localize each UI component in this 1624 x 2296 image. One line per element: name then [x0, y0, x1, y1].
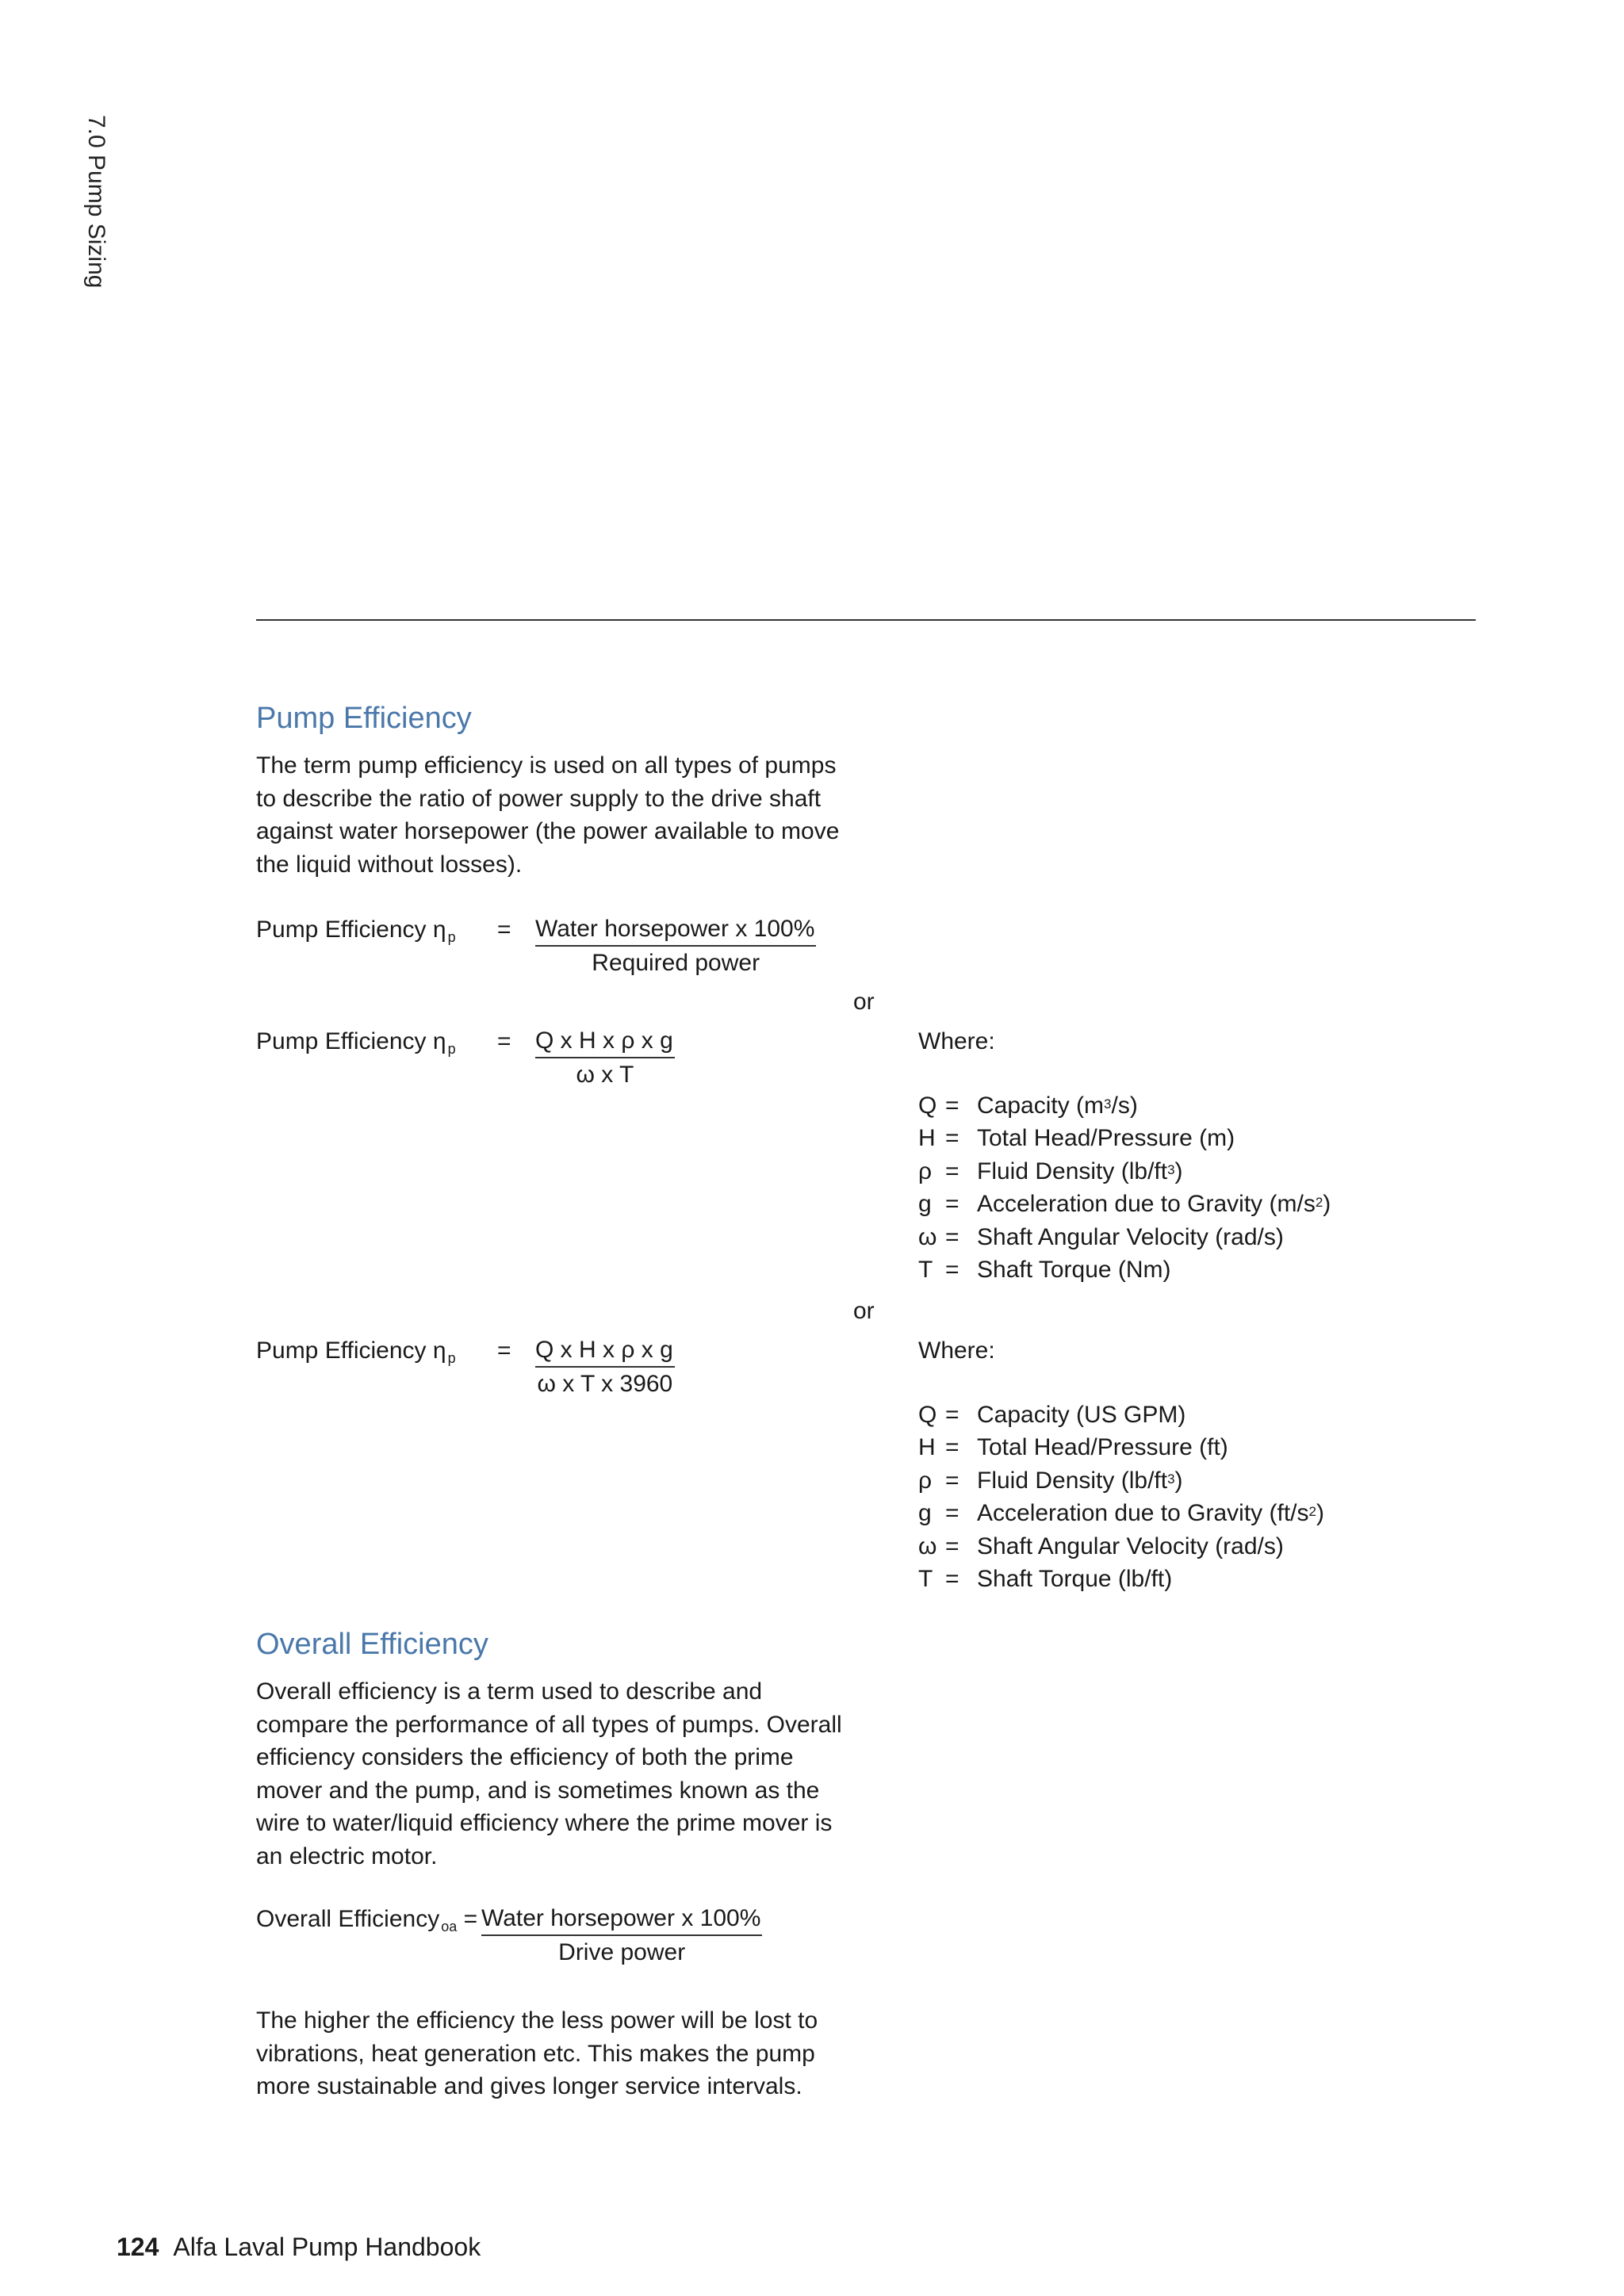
page-number: 124	[117, 2233, 159, 2261]
definition-row: Q = Capacity (US GPM)	[918, 1401, 1186, 1428]
formula2-where: Where:	[918, 1028, 995, 1054]
definition-row: ω = Shaft Angular Velocity (rad/s)	[918, 1533, 1284, 1559]
overall-efficiency-paragraph: Overall efficiency is a term used to describe and compare the performance of all types of pumps. Overall efficiency considers the efficiency of both the prime mover and the pump, and is sometimes known as the wire to water/liquid efficiency where the prime mover is an electric motor.	[256, 1678, 842, 1869]
definition-row: H = Total Head/Pressure (ft)	[918, 1434, 1228, 1461]
formula3-denominator: ω x T x 3960	[537, 1371, 673, 1397]
definition-row: ρ = Fluid Density (lb/ft $^3$ )	[918, 1158, 1183, 1184]
definition-row: H = Total Head/Pressure (m)	[918, 1125, 1235, 1152]
definition-row: T = Shaft Torque (lb/ft)	[918, 1566, 1173, 1593]
overall-formula-fraction	[481, 1904, 762, 1968]
overall-formula-numerator: Water horsepower x 100%	[481, 1904, 762, 1936]
formula2-label: Pump Efficiency η $_p$	[256, 1028, 456, 1057]
page-footer	[117, 2233, 481, 2262]
formula3-fraction	[535, 1335, 675, 1399]
formula1-numerator: Water horsepower x 100%	[535, 914, 816, 947]
formula3-equals: =	[497, 1337, 511, 1364]
overall-efficiency-heading: Overall Efficiency	[256, 1628, 488, 1661]
formula2-definitions	[918, 1089, 1331, 1287]
horizontal-rule	[256, 619, 1476, 621]
pump-efficiency-paragraph: The term pump efficiency is used on all types of pumps to describe the ratio of power supply to the drive shaft against water horsepower (the power available to move the liquid without losses).	[256, 752, 840, 878]
definition-row: ρ = Fluid Density (lb/ft $^3$ )	[918, 1467, 1183, 1494]
or-separator-2: or	[853, 1298, 875, 1324]
or-separator-1: or	[853, 989, 875, 1015]
formula1-label: Pump Efficiency η $_p$	[256, 916, 456, 945]
formula2-equals: =	[497, 1028, 511, 1054]
definition-row: ω = Shaft Angular Velocity (rad/s)	[918, 1223, 1284, 1250]
pump-efficiency-heading: Pump Efficiency	[256, 702, 472, 735]
formula3-label: Pump Efficiency η $_p$	[256, 1337, 456, 1366]
formula1-denominator: Required power	[592, 950, 760, 976]
footer-title: Alfa Laval Pump Handbook	[173, 2233, 481, 2261]
definition-row: g = Acceleration due to Gravity (m/s $^2$ )	[918, 1191, 1331, 1218]
section-side-label: 7.0 Pump Sizing	[83, 115, 109, 289]
formula3-definitions	[918, 1399, 1324, 1596]
formula3-where: Where:	[918, 1337, 995, 1364]
formula2-numerator: Q x H x ρ x g	[535, 1026, 675, 1058]
overall-formula-denominator: Drive power	[558, 1939, 686, 1965]
definition-row: T = Shaft Torque (Nm)	[918, 1257, 1171, 1284]
definition-row: g = Acceleration due to Gravity (ft/s $^2$ )	[918, 1500, 1324, 1527]
formula3-numerator: Q x H x ρ x g	[535, 1335, 675, 1368]
formula2-denominator: ω x T	[576, 1062, 634, 1088]
formula1-fraction	[535, 914, 816, 978]
formula2-fraction	[535, 1026, 675, 1090]
overall-efficiency-closing: The higher the efficiency the less power will be lost to vibrations, heat generation etc. This makes the pump more sustainable and gives longer service intervals.	[256, 2007, 818, 2099]
overall-formula-label: Overall Efficiency $_{oa}$ =	[256, 1906, 478, 1934]
definition-row: Q = Capacity (m $^3$ /s)	[918, 1092, 1138, 1119]
formula1-equals: =	[497, 916, 511, 943]
